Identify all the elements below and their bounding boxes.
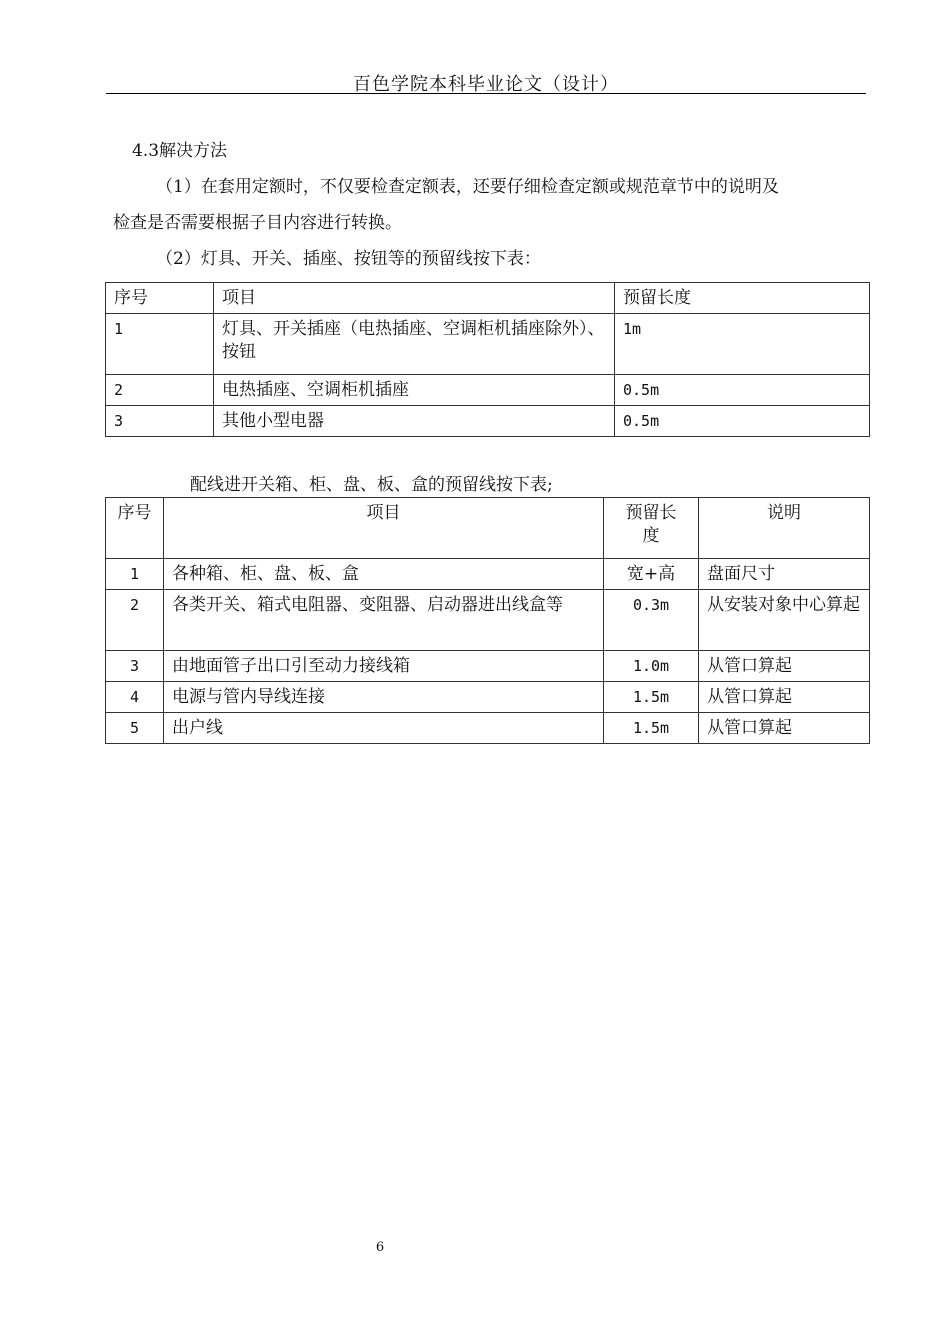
table-cell: 4	[106, 682, 164, 713]
page-number: 6	[375, 1240, 385, 1255]
table-header-cell: 说明	[699, 498, 870, 559]
table-cell: 3	[106, 651, 164, 682]
table-cell: 宽+高	[604, 559, 699, 590]
table-header-row	[106, 283, 870, 314]
table-header-cell: 项目	[164, 498, 604, 559]
table-cell: 1.0m	[604, 651, 699, 682]
table-cell: 1m	[615, 314, 870, 375]
table-cell: 从管口算起	[699, 651, 870, 682]
table-cell: 2	[106, 375, 214, 406]
table-row	[106, 713, 870, 744]
table-row	[106, 559, 870, 590]
table-header-cell: 序号	[106, 498, 164, 559]
table-cell: 盘面尺寸	[699, 559, 870, 590]
reserve-line-table-2	[105, 497, 870, 744]
table-2-caption: 配线进开关箱、柜、盘、板、盒的预留线按下表;	[190, 475, 553, 495]
table-row	[106, 651, 870, 682]
page-header-title: 百色学院本科毕业论文（设计）	[353, 74, 619, 95]
table-header-row	[106, 498, 870, 559]
table-cell: 5	[106, 713, 164, 744]
table-cell: 出户线	[164, 713, 604, 744]
table-cell: 灯具、开关插座（电热插座、空调柜机插座除外）、按钮	[214, 314, 615, 375]
table-cell: 从管口算起	[699, 713, 870, 744]
table-cell: 各种箱、柜、盘、板、盒	[164, 559, 604, 590]
table-cell: 从安装对象中心算起	[699, 590, 870, 651]
header-rule	[106, 93, 866, 94]
paragraph-1-line-1: （1）在套用定额时，不仅要检查定额表，还要仔细检查定额或规范章节中的说明及	[156, 177, 779, 197]
table-cell: 电热插座、空调柜机插座	[214, 375, 615, 406]
table-cell: 1.5m	[604, 713, 699, 744]
table-cell: 由地面管子出口引至动力接线箱	[164, 651, 604, 682]
table-cell: 1	[106, 314, 214, 375]
table-header-cell: 预留长度	[604, 498, 699, 559]
table-row	[106, 406, 870, 437]
table-cell: 电源与管内导线连接	[164, 682, 604, 713]
table-header-cell: 预留长度	[615, 283, 870, 314]
table-cell: 0.3m	[604, 590, 699, 651]
table-header-cell: 序号	[106, 283, 214, 314]
paragraph-2: （2）灯具、开关、插座、按钮等的预留线按下表：	[156, 249, 541, 269]
table-cell: 1	[106, 559, 164, 590]
table-header-cell: 项目	[214, 283, 615, 314]
table-cell: 0.5m	[615, 375, 870, 406]
table-row	[106, 682, 870, 713]
table-cell: 从管口算起	[699, 682, 870, 713]
reserve-line-table-1	[105, 282, 870, 437]
table-cell: 各类开关、箱式电阻器、变阻器、启动器进出线盒等	[164, 590, 604, 651]
table-cell: 其他小型电器	[214, 406, 615, 437]
table-cell: 0.5m	[615, 406, 870, 437]
table-row	[106, 375, 870, 406]
paragraph-1-line-2: 检查是否需要根据子目内容进行转换。	[113, 213, 402, 233]
section-heading: 4.3解决方法	[132, 141, 228, 161]
table-cell: 2	[106, 590, 164, 651]
table-cell: 3	[106, 406, 214, 437]
table-cell: 1.5m	[604, 682, 699, 713]
table-row	[106, 590, 870, 651]
table-row	[106, 314, 870, 375]
